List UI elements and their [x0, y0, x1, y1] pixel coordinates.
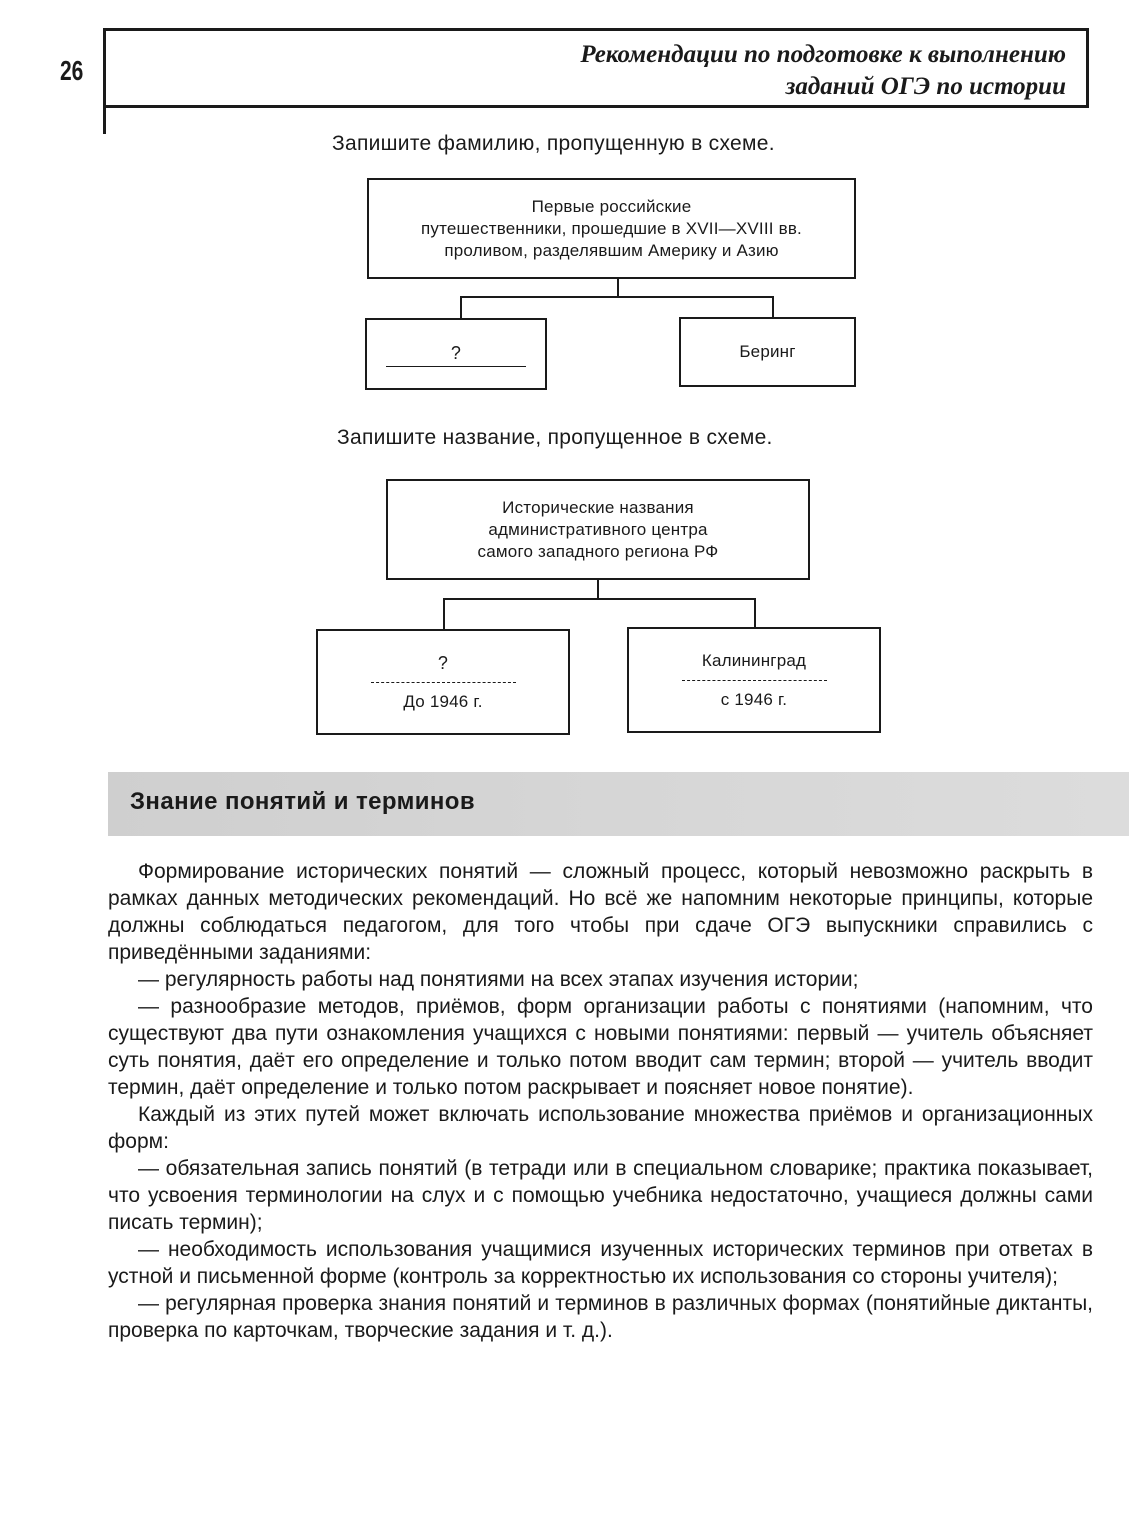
scheme1-connector-vertical — [617, 279, 619, 297]
scheme1-prompt: Запишите фамилию, пропущенную в схеме. — [332, 132, 775, 155]
scheme2-connector-horizontal — [443, 598, 756, 600]
scheme2-connector-right — [754, 598, 756, 628]
page-header — [103, 28, 1089, 108]
scheme2-top-line3: самого западного региона РФ — [477, 541, 719, 561]
scheme2-right-separator — [682, 680, 827, 681]
section-title: Знание понятий и терминов — [130, 788, 476, 815]
scheme2-left-box — [316, 629, 570, 735]
paragraph-bullet-1: — регулярность работы над понятиями на всех этапах изучения истории; — [138, 968, 859, 991]
scheme1-unknown-mark: ? — [450, 342, 462, 363]
scheme1-connector-right — [772, 296, 774, 318]
scheme1-left-box — [365, 318, 547, 390]
scheme1-answer-line[interactable] — [386, 366, 526, 367]
paragraph-intro: Формирование исторических понятий — сложный процесс, который невозможно раскрыть в рамках данных методических рекомендаций. Но всё же напомним некоторые принципы, которые должны соблюдаться педагогом, для того чтобы при сдаче ОГЭ выпускники справились с приведёнными заданиями: — [108, 860, 1093, 964]
scheme1-right-box — [679, 317, 856, 387]
scheme2-right-box — [627, 627, 881, 733]
scheme1-top-box — [367, 178, 856, 279]
header-title — [580, 39, 1066, 103]
scheme1-top-line3: проливом, разделявшим Америку и Азию — [444, 240, 779, 260]
scheme1-connector-horizontal — [460, 296, 774, 298]
scheme2-top-box — [386, 479, 810, 580]
header-divider — [103, 102, 106, 134]
scheme2-connector-vertical — [597, 580, 599, 599]
paragraph-bullet-5: — регулярная проверка знания понятий и терминов в различных формах (понятийные диктанты, проверка по карточкам, творческие задания и т. д.). — [108, 1292, 1093, 1342]
scheme2-connector-left — [443, 598, 445, 629]
paragraph-bullet-2: — разнообразие методов, приёмов, форм организации работы с понятиями (напомним, что существуют два пути ознакомления учащихся с новыми понятиями: первый — учитель объясняет суть понятия, даёт его определение и только потом вводит сам термин; второй — учитель вводит термин, даёт определение и только потом раскрывает и поясняет новое понятие). — [108, 995, 1093, 1099]
scheme1-connector-left — [460, 296, 462, 318]
page-number: 26 — [60, 55, 84, 86]
header-title-line2: заданий ОГЭ по истории — [785, 73, 1066, 100]
scheme2-left-separator — [371, 682, 516, 683]
paragraph-forms-intro: Каждый из этих путей может включать использование множества приёмов и организационных форм: — [108, 1103, 1093, 1153]
scheme2-prompt: Запишите название, пропущенное в схеме. — [337, 426, 773, 449]
scheme1-right-text: Беринг — [739, 342, 796, 361]
scheme1-top-line2: путешественники, прошедшие в XVII—XVIII вв. — [421, 218, 802, 238]
scheme2-top-line2: административного центра — [488, 519, 708, 539]
scheme1-top-line1: Первые российские — [531, 196, 692, 216]
scheme2-right-period: с 1946 г. — [720, 689, 788, 709]
header-title-line1: Рекомендации по подготовке к выполнению — [580, 41, 1066, 68]
body-text — [108, 858, 1093, 1344]
scheme2-unknown-mark: ? — [437, 652, 449, 673]
paragraph-bullet-4: — необходимость использования учащимися изученных исторических терминов при ответах в устной и письменной форме (контроль за корректностью их использования со стороны учителя); — [108, 1238, 1093, 1288]
paragraph-bullet-3: — обязательная запись понятий (в тетради или в специальном словарике; практика показывает, что усвоения терминологии на слух и с помощью учебника недостаточно, учащиеся должны сами писать термин); — [108, 1157, 1093, 1234]
scheme2-left-period: До 1946 г. — [403, 691, 483, 711]
scheme2-right-name: Калининград — [701, 650, 807, 670]
scheme2-top-line1: Исторические названия — [502, 497, 694, 517]
